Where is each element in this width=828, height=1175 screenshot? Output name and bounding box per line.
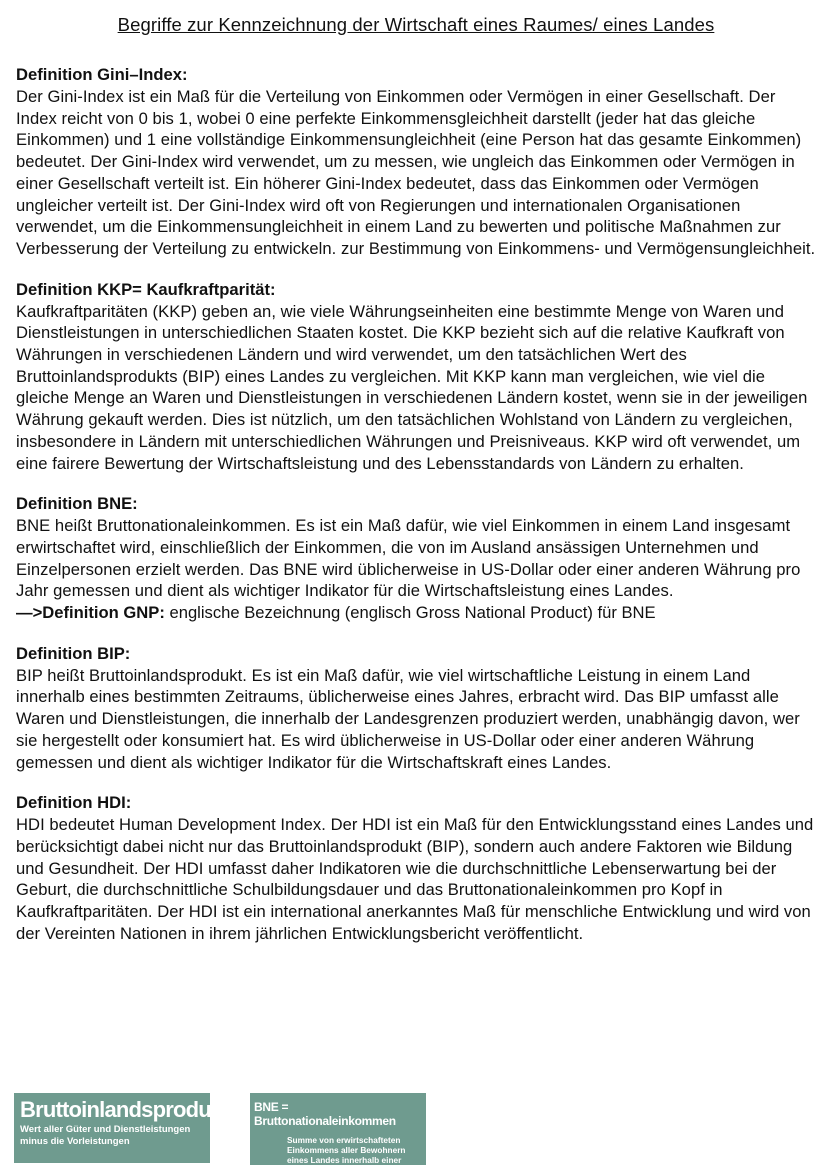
gnp-definition [16, 602, 816, 624]
document-page [16, 14, 816, 964]
bip-card-subtitle: Wert aller Güter und Dienstleistungen minus die Vorleistungen [20, 1124, 191, 1147]
bip-card-title: Bruttoinlandsprodukt [20, 1097, 229, 1122]
bne-text: BNE heißt Bruttonationaleinkommen. Es ist ein Maß dafür, wie viel Einkommen in einem Land insgesamt erwirtschaftet wird, einschließlich der Einkommen, die von im Ausland ansässigen Unternehmen und Einzelpersonen erzielt werden. Das BNE wird üblicherweise in US-Dollar oder einer anderen Währung pro Jahr gemessen und dient als wichtiger Indikator für die Wirtschaftsleistung eines Landes. [16, 516, 801, 601]
section-kkp [16, 279, 816, 475]
bip-info-card [14, 1093, 229, 1163]
kkp-text: Kaufkraftparitäten (KKP) geben an, wie viele Währungseinheiten eine bestimmte Menge von Waren und Dienstleistungen in unterschiedlichen Staaten kostet. Die KKP bezieht sich auf die relative Kaufkraft von Währungen in verschiedenen Ländern und wird verwendet, um den tatsächlichen Wert des Bruttoinlandsprodukts (BIP) eines Landes zu vergleichen. Mit KKP kann man vergleichen, wie viel die gleiche Menge an Waren und Dienstleistungen in verschiedenen Ländern kostet, wenn sie in der jeweiligen Währung gekauft werden. Dies ist nützlich, um den tatsächlichen Wohlstand von Ländern zu vergleichen, insbesondere in Ländern mit unterschiedlichen Währungen und Preisniveaus. KKP wird oft verwendet, um eine fairere Bewertung der Wirtschaftsleistung und des Lebensstandards von Ländern zu erhalten. [16, 301, 808, 473]
section-bip [16, 643, 816, 774]
bne-heading: Definition BNE: [16, 494, 138, 514]
section-bne [16, 493, 816, 624]
bip-text: BIP heißt Bruttoinlandsprodukt. Es ist ein Maß dafür, wie viel wirtschaftliche Leistung in einem Land innerhalb eines bestimmten Zeitraums, üblicherweise eines Jahres, erbracht wird. Das BIP umfasst alle Waren und Dienstleistungen, die innerhalb der Landesgrenzen produziert werden, unabhängig davon, wer sie hergestellt oder konsumiert hat. Es wird üblicherweise in US-Dollar oder einer anderen Währung gemessen und dient als wichtiger Indikator für die Wirtschaftskraft eines Landes. [16, 665, 800, 772]
bip-heading: Definition BIP: [16, 643, 131, 663]
hdi-text: HDI bedeutet Human Development Index. Der HDI ist ein Maß für den Entwicklungsstand eines Landes und berücksichtigt dabei nicht nur das Bruttoinlandsprodukt (BIP), sondern auch andere Faktoren wie Bildung und Gesundheit. Der HDI umfasst daher Indikatoren wie die durchschnittliche Lebenserwartung bei der Geburt, die durchschnittliche Schulbildungsdauer und das Bruttonationaleinkommen pro Kopf in Kaufkraftparitäten. Der HDI ist ein international anerkanntes Maß für menschliche Entwicklung und wird von der Vereinten Nationen in ihrem jährlichen Entwicklungsbericht veröffentlicht. [16, 815, 814, 943]
gnp-text: englische Bezeichnung (englisch Gross National Product) für BNE [164, 603, 656, 623]
gnp-label: —>Definition GNP: [16, 603, 165, 623]
gini-heading: Definition Gini–Index: [16, 65, 188, 84]
gini-text: Der Gini-Index ist ein Maß für die Verteilung von Einkommen oder Vermögen in einer Gesellschaft. Der Index reicht von 0 bis 1, wobei 0 eine perfekte Einkommensgleichheit darstellt (jeder hat das gleiche Einkommen) und 1 eine vollständige Einkommensungleichheit (eine Person hat das gesamte Einkommen) bedeutet. Der Gini-Index wird verwendet, um zu messen, wie ungleich das Einkommen oder Vermögen in einer Gesellschaft verteilt ist. Ein höherer Gini-Index bedeutet, dass das Einkommen oder Vermögen ungleicher verteilt ist. Der Gini-Index wird oft von Regierungen und internationalen Organisationen verwendet, um die Einkommensungleichheit in einem Land zu bewerten und politische Maßnahmen zur Verbesserung der Verteilung zu entwickeln. zur Bestimmung von Einkommens- und Vermögensungleichheit. [16, 87, 816, 258]
section-gini [16, 64, 816, 260]
kkp-heading: Definition KKP= Kaufkraftparität: [16, 279, 276, 299]
section-hdi [16, 792, 816, 944]
bne-card-title: BNE = Bruttonationaleinkommen [254, 1100, 396, 1128]
bne-info-card [250, 1093, 426, 1175]
hdi-heading: Definition HDI: [16, 793, 132, 813]
document-title: Begriffe zur Kennzeichnung der Wirtschaft eines Raumes/ eines Landes [117, 14, 715, 35]
bne-card-subtitle: Summe von erwirtschafteten Einkommens aller Bewohnern eines Landes innerhalb einer bestimmten Periode [287, 1135, 406, 1175]
